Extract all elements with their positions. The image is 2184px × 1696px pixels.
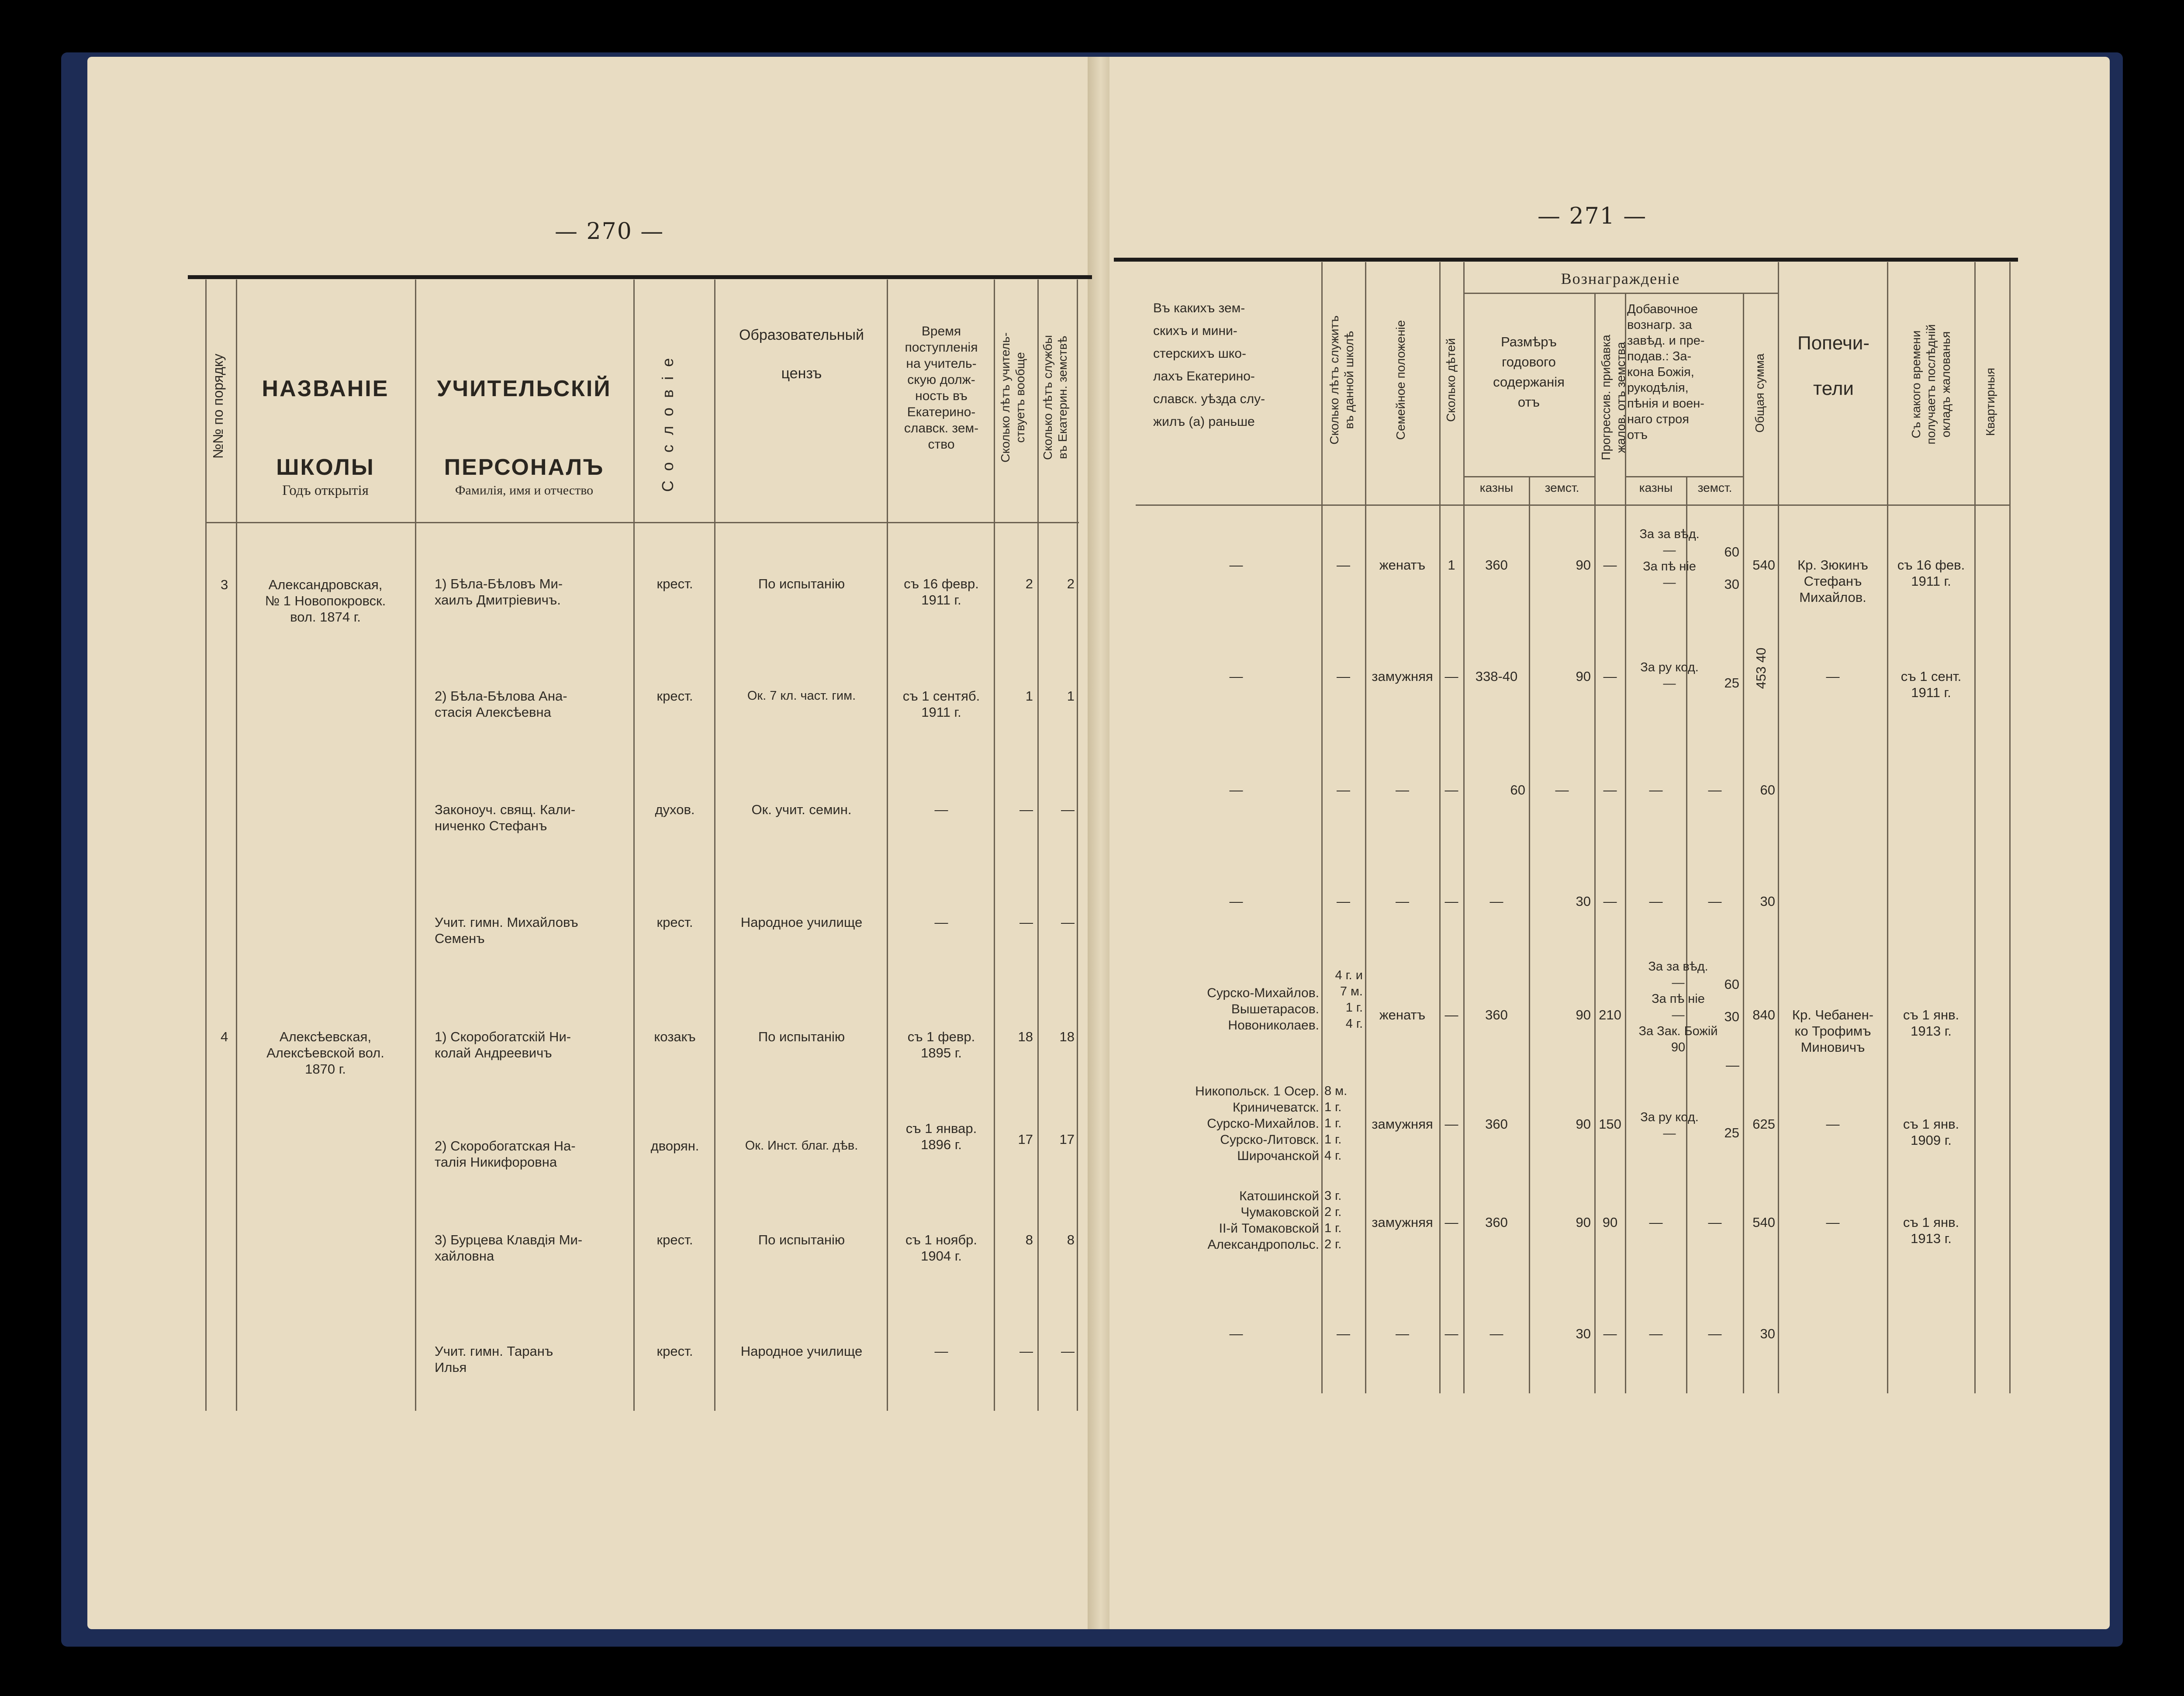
- salary-treasury-cell: 360: [1485, 557, 1508, 573]
- header-reward: Вознагражденіе: [1561, 270, 1680, 287]
- family-cell: —: [1396, 1326, 1409, 1341]
- education-cell: По испытанію: [758, 576, 845, 591]
- years-total-cell: —: [1019, 1344, 1033, 1359]
- header-years-zemstvo: Сколько лѣтъ службы въ Екатерин. земствѣ: [1041, 335, 1069, 460]
- header-prior-schools: Въ какихъ зем- скихъ и мини- стерскихъ шко- лахъ Екатерино- славск. уѣзда слу- жилъ (а) раньше: [1153, 301, 1265, 429]
- header-add-zemstvo: земст.: [1697, 481, 1732, 494]
- estate-cell: крест.: [657, 1232, 693, 1247]
- years-total-cell: 2: [1025, 576, 1033, 591]
- children-cell: —: [1444, 1116, 1458, 1132]
- years-zemstvo-cell: 17: [1059, 1132, 1075, 1147]
- progressive-cell: —: [1603, 557, 1617, 573]
- add-zemstvo-cell: —: [1708, 1215, 1722, 1230]
- years-here-cell: —: [1337, 669, 1350, 684]
- header-years-teaching: Сколько лѣтъ учитель- ствуетъ вообще: [999, 332, 1027, 463]
- salary-treasury-cell: 360: [1485, 1215, 1508, 1230]
- years-total-cell: 1: [1025, 688, 1033, 704]
- salary-zemstvo-cell: 90: [1576, 557, 1591, 573]
- header-entry-time: Время поступленія на учитель- скую долж- ность въ Екатерино- славск. зем- ство: [904, 324, 979, 452]
- years-zemstvo-cell: 1: [1067, 688, 1075, 704]
- page-number-left: — 270 —: [555, 218, 664, 245]
- header-total: Общая сумма: [1753, 353, 1766, 433]
- entry-cell: съ 1 сентяб. 1911 г.: [902, 688, 980, 720]
- staff-name: Законоуч. свящ. Кали- ниченко Стефанъ: [435, 802, 576, 833]
- total-cell: 840: [1752, 1007, 1775, 1022]
- salary-zemstvo-cell: —: [1555, 782, 1569, 798]
- trustee-cell: —: [1826, 1116, 1840, 1132]
- right-table-top-rule: [1114, 258, 2018, 262]
- years-zemstvo-cell: 18: [1059, 1029, 1075, 1044]
- header-salary-zemstvo: земст.: [1545, 481, 1579, 494]
- years-here-cell: 8 м. 1 г. 1 г. 1 г. 4 г.: [1324, 1084, 1348, 1163]
- education-cell: Ок. учит. семин.: [751, 802, 852, 817]
- add-zemstvo-cell: —: [1708, 782, 1722, 798]
- children-cell: —: [1444, 669, 1458, 684]
- total-cell: 30: [1760, 1326, 1775, 1341]
- trustee-cell: Кр. Зюкинъ Стефанъ Михайлов.: [1797, 557, 1868, 605]
- total-cell: 30: [1760, 894, 1775, 909]
- header-trustees: Попечи- тели: [1797, 332, 1870, 399]
- header-additional: Добавочное вознагр. за завѣд. и пре- подав.: За- кона Божія, рукодѣлія, пѣнія и воен- наго строя отъ: [1627, 302, 1705, 442]
- children-cell: —: [1444, 782, 1458, 798]
- header-estate: С о с л о в і е: [659, 355, 677, 492]
- total-cell: 60: [1760, 782, 1775, 798]
- years-total-cell: —: [1019, 802, 1033, 817]
- header-staff-sub: Фамилія, имя и отчество: [455, 483, 594, 497]
- family-cell: —: [1396, 782, 1409, 798]
- add-treasury-cell: —: [1649, 782, 1663, 798]
- progressive-cell: 150: [1599, 1116, 1621, 1132]
- header-school-year: Годъ открытія: [282, 483, 369, 498]
- header-number: №№ по порядку: [210, 353, 226, 459]
- total-cell: 540: [1752, 1215, 1775, 1230]
- prior-schools-cell: —: [1229, 782, 1243, 798]
- entry-cell: —: [934, 915, 948, 930]
- entry-cell: съ 1 январ. 1896 г.: [905, 1121, 977, 1152]
- children-cell: —: [1444, 1326, 1458, 1341]
- salary-treasury-cell: —: [1489, 894, 1503, 909]
- progressive-cell: —: [1603, 669, 1617, 684]
- add-treasury-cell: За ру код. —: [1640, 1110, 1699, 1140]
- salary-zemstvo-cell: 30: [1576, 1326, 1591, 1341]
- years-total-cell: 18: [1018, 1029, 1033, 1044]
- children-cell: 1: [1448, 557, 1455, 573]
- header-family: Семейное положеніе: [1394, 320, 1407, 440]
- left-header-rule: [205, 522, 1079, 523]
- progressive-cell: —: [1603, 1326, 1617, 1341]
- entry-cell: съ 16 февр. 1911 г.: [904, 576, 979, 608]
- salary-treasury-cell: 60: [1510, 782, 1525, 798]
- total-cell: 540: [1752, 557, 1775, 573]
- header-salary: Размѣръ годового содержанія отъ: [1493, 334, 1565, 410]
- staff-name: Учит. гимн. Таранъ Илья: [435, 1344, 553, 1375]
- progressive-cell: 210: [1599, 1007, 1621, 1022]
- header-staff: УЧИТЕЛЬСКІЙ ПЕРСОНАЛЪ: [437, 376, 612, 480]
- family-cell: —: [1396, 894, 1409, 909]
- entry-cell: съ 1 февр. 1895 г.: [907, 1029, 975, 1060]
- header-school-name: НАЗВАНІЕ ШКОЛЫ: [262, 376, 389, 480]
- family-cell: замужняя: [1372, 1116, 1433, 1132]
- years-here-cell: 3 г. 2 г. 1 г. 2 г.: [1324, 1189, 1342, 1251]
- children-cell: —: [1444, 894, 1458, 909]
- prior-schools-cell: Никопольск. 1 Осер. Криничеватск. Сурско-Михайлов. Сурско-Литовск. Широчанской: [1195, 1084, 1319, 1163]
- header-since-when: Съ какого времени получаетъ послѣдній окладъ жалованья: [1909, 324, 1952, 445]
- staff-name: 2) Бѣла-Бѣлова Ана- стасія Алексѣевна: [435, 688, 567, 720]
- header-progressive: Прогрессив. прибавка жалов. отъ земства: [1599, 335, 1628, 460]
- salary-treasury-cell: 360: [1485, 1116, 1508, 1132]
- since-cell: съ 16 фев. 1911 г.: [1897, 557, 1965, 589]
- add-treasury-cell: За за вѣд. — За пѣ ніе —: [1639, 527, 1700, 590]
- school-number: 3: [221, 577, 228, 592]
- years-zemstvo-cell: —: [1061, 1344, 1075, 1359]
- years-here-cell: —: [1337, 557, 1350, 573]
- add-zemstvo-cell: 60 30: [1724, 544, 1739, 592]
- children-cell: —: [1444, 1215, 1458, 1230]
- salary-treasury-cell: 338-40: [1475, 669, 1518, 684]
- salary-treasury-cell: —: [1489, 1326, 1503, 1341]
- years-here-cell: —: [1337, 782, 1350, 798]
- years-zemstvo-cell: 8: [1067, 1232, 1075, 1247]
- staff-name: Учит. гимн. Михайловъ Семенъ: [435, 915, 578, 946]
- staff-name: 2) Скоробогатская На- талія Никифоровна: [435, 1138, 576, 1170]
- salary-zemstvo-cell: 30: [1576, 894, 1591, 909]
- salary-zemstvo-cell: 90: [1576, 1215, 1591, 1230]
- total-cell: 625: [1752, 1116, 1775, 1132]
- estate-cell: козакъ: [654, 1029, 696, 1044]
- years-total-cell: 8: [1025, 1232, 1033, 1247]
- add-zemstvo-cell: —: [1708, 1326, 1722, 1341]
- add-treasury-cell: —: [1649, 1215, 1663, 1230]
- header-housing: Квартирныя: [1984, 367, 1997, 436]
- years-here-cell: 4 г. и 7 м. 1 г. 4 г.: [1335, 968, 1363, 1031]
- page-number-right: — 271 —: [1538, 203, 1647, 229]
- family-cell: замужняя: [1372, 669, 1433, 684]
- estate-cell: дворян.: [650, 1138, 699, 1154]
- progressive-cell: 90: [1602, 1215, 1618, 1230]
- progressive-cell: —: [1603, 894, 1617, 909]
- family-cell: женатъ: [1379, 1007, 1426, 1022]
- prior-schools-cell: —: [1229, 557, 1243, 573]
- years-zemstvo-cell: —: [1061, 915, 1075, 930]
- add-treasury-cell: За за вѣд. — За пѣ ніе — За Зак. Божій 90: [1638, 960, 1718, 1054]
- education-cell: Народное училище: [740, 915, 863, 930]
- family-cell: женатъ: [1379, 557, 1426, 573]
- header-salary-treasury: казны: [1479, 481, 1514, 494]
- entry-cell: —: [934, 1344, 948, 1359]
- salary-zemstvo-cell: 90: [1576, 669, 1591, 684]
- salary-treasury-cell: 360: [1485, 1007, 1508, 1022]
- salary-zemstvo-cell: 90: [1576, 1007, 1591, 1022]
- add-zemstvo-cell: —: [1708, 894, 1722, 909]
- entry-cell: —: [934, 802, 948, 817]
- years-total-cell: —: [1019, 915, 1033, 930]
- years-zemstvo-cell: 2: [1067, 576, 1075, 591]
- header-children: Сколько дѣтей: [1444, 338, 1458, 422]
- education-cell: По испытанію: [758, 1232, 845, 1247]
- header-add-treasury: казны: [1639, 481, 1673, 494]
- estate-cell: крест.: [657, 1344, 693, 1359]
- education-cell: Ок. 7 кл. част. гим.: [747, 689, 856, 703]
- entry-cell: съ 1 ноябр. 1904 г.: [905, 1232, 978, 1264]
- header-education: Образовательный цензъ: [739, 327, 864, 382]
- family-cell: замужняя: [1372, 1215, 1433, 1230]
- trustee-cell: —: [1826, 1215, 1840, 1230]
- header-years-here: Сколько лѣтъ служитъ въ данной школѣ: [1327, 315, 1356, 445]
- add-zemstvo-cell: 25: [1724, 675, 1739, 691]
- prior-schools-cell: —: [1229, 894, 1243, 909]
- school-name: Алексѣевская, Алексѣевской вол. 1870 г.: [266, 1029, 384, 1077]
- left-table-top-rule: [188, 275, 1092, 279]
- children-cell: —: [1444, 1007, 1458, 1022]
- add-treasury-cell: За ру код. —: [1640, 660, 1699, 691]
- trustee-cell: Кр. Чебанен- ко Трофимъ Миновичъ: [1792, 1007, 1874, 1055]
- since-cell: съ 1 сент. 1911 г.: [1901, 669, 1962, 700]
- estate-cell: крест.: [657, 915, 693, 930]
- book-gutter: [1088, 57, 1109, 1629]
- since-cell: съ 1 янв. 1909 г.: [1903, 1116, 1959, 1148]
- add-treasury-cell: —: [1649, 1326, 1663, 1341]
- salary-zemstvo-cell: 90: [1576, 1116, 1591, 1132]
- trustee-cell: —: [1826, 669, 1840, 684]
- years-total-cell: 17: [1018, 1132, 1033, 1147]
- estate-cell: крест.: [657, 576, 693, 591]
- right-header-rule: [1136, 504, 2009, 506]
- years-here-cell: —: [1337, 1326, 1350, 1341]
- left-page: [87, 57, 1096, 1629]
- education-cell: Ок. Инст. благ. дѣв.: [745, 1139, 858, 1153]
- prior-schools-cell: Катошинской Чумаковской II-й Томаковской Александропольс.: [1207, 1189, 1319, 1252]
- prior-schools-cell: —: [1229, 1326, 1243, 1341]
- prior-schools-cell: —: [1229, 669, 1243, 684]
- prior-schools-cell: Сурско-Михайлов. Вышетарасов. Новониколаев.: [1207, 986, 1319, 1033]
- add-zemstvo-cell: 60 30 —: [1724, 977, 1739, 1073]
- total-cell: 453 40: [1753, 647, 1769, 689]
- years-here-cell: —: [1337, 894, 1350, 909]
- staff-name: 1) Бѣла-Бѣловъ Ми- хаилъ Дмитріевичъ.: [435, 576, 563, 608]
- add-treasury-cell: —: [1649, 894, 1663, 909]
- add-zemstvo-cell: 25: [1724, 1125, 1739, 1140]
- staff-name: 3) Бурцева Клавдія Ми- хайловна: [435, 1232, 583, 1264]
- since-cell: съ 1 янв. 1913 г.: [1903, 1215, 1959, 1246]
- years-zemstvo-cell: —: [1061, 802, 1075, 817]
- education-cell: Народное училище: [740, 1344, 863, 1359]
- estate-cell: крест.: [657, 688, 693, 704]
- progressive-cell: —: [1603, 782, 1617, 798]
- school-name: Александровская, № 1 Новопокровск. вол. 1874 г.: [265, 577, 386, 625]
- school-number: 4: [221, 1029, 228, 1044]
- since-cell: съ 1 янв. 1913 г.: [1903, 1007, 1959, 1039]
- education-cell: По испытанію: [758, 1029, 845, 1044]
- estate-cell: духов.: [655, 802, 695, 817]
- staff-name: 1) Скоробогатскій Ни- колай Андреевичъ: [435, 1029, 571, 1060]
